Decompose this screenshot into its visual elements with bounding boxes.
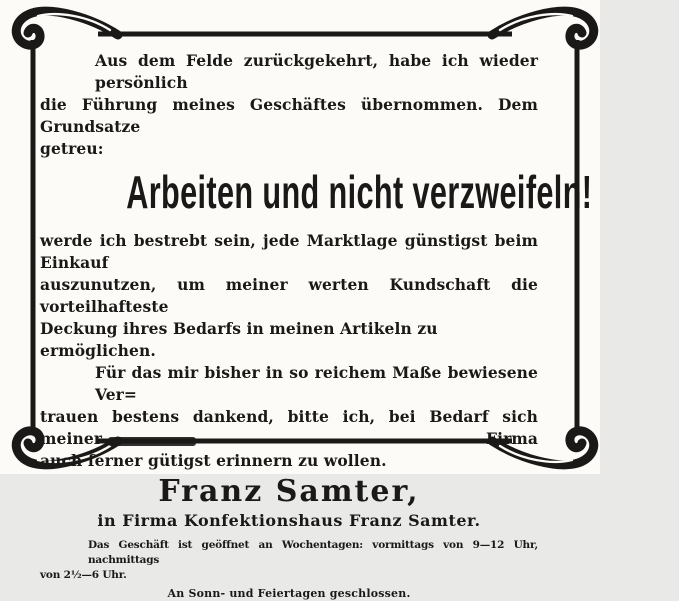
signature-name: Franz Samter, [158, 474, 420, 509]
headline-text: Arbeiten und nicht verzweifeln! [126, 166, 593, 219]
body-line: trauen bestens dankend, bitte ich, bei Bedarf sich meiner Firma [40, 407, 538, 448]
body-paragraph [40, 230, 538, 472]
hours-line-1: Das Geschäft ist geöffnet an Wochentagen: vormittags von 9—12 Uhr, nachmittags [88, 539, 538, 566]
hours-line-2: von 2½—6 Uhr. [40, 569, 127, 581]
intro-paragraph [40, 50, 538, 160]
body-line: Für das mir bisher in so reichem Maße bewiesene Ver= [95, 363, 538, 404]
intro-line: die Führung meines Geschäftes übernommen. Dem Grundsatze [40, 95, 538, 136]
opening-hours [40, 538, 538, 601]
intro-line: Aus dem Felde zurückgekehrt, habe ich wieder persönlich [95, 51, 538, 92]
intro-line: getreu: [40, 139, 104, 158]
body-line: auszunutzen, um meiner werten Kundschaft die vorteilhafteste [40, 275, 538, 316]
closed-notice: An Sonn- und Feiertagen geschlossen. [167, 587, 411, 600]
body-line: werde ich bestrebt sein, jede Marktlage günstigst beim Einkauf [40, 231, 538, 272]
signature-firm: in Firma Konfektionshaus Franz Samter. [97, 511, 481, 530]
body-line: auch ferner gütigst erinnern zu wollen. [40, 451, 387, 470]
body-line: Deckung ihres Bedarfs in meinen Artikeln zu ermöglichen. [40, 319, 438, 360]
headline [40, 166, 593, 220]
advertisement-content [40, 50, 593, 601]
